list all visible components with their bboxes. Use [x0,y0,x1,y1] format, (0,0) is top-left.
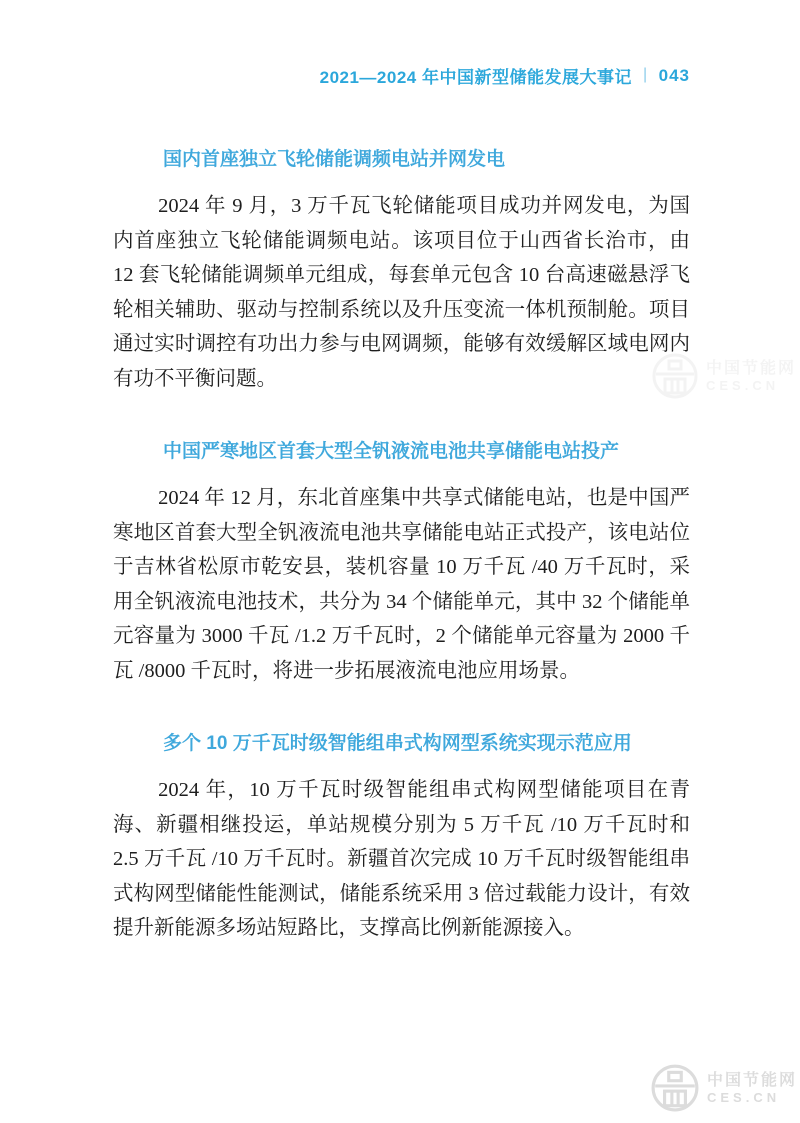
section-heading: 多个 10 万千瓦时级智能组串式构网型系统实现示范应用 [163,733,632,754]
section-grid-forming-systems [113,730,690,946]
section-heading: 中国严寒地区首套大型全钒液流电池共享储能电站投产 [163,441,620,462]
watermark-text [706,359,796,394]
watermark-name: 中国节能网 [705,359,796,377]
section-flywheel-station [113,146,690,396]
watermark-name: 中国节能网 [706,1071,797,1089]
watermark-bottom [650,1063,797,1113]
section-body: 2024 年，10 万千瓦时级智能组串式构网型储能项目在青海、新疆相继投运，单站规模分别为 5 万千瓦 /10 万千瓦时和 2.5 万千瓦 /10 万千瓦时。新疆首次完成 10 万千瓦时级智能组串式构网型储能性能测试，储能系统采用 3 倍过载能力设计，有效提升新能源多场站短路比，支撑高比例新能源接入。 [113,779,690,939]
section-heading: 国内首座独立飞轮储能调频电站并网发电 [163,149,506,170]
section-body: 2024 年 12 月，东北首座集中共享式储能电站，也是中国严寒地区首套大型全钒液流电池共享储能电站正式投产，该电站位于吉林省松原市乾安县，装机容量 10 万千瓦 /40 万千瓦时，采用全钒液流电池技术，共分为 34 个储能单元，其中 32 个储能单元容量为 3000 千瓦 /1.2 万千瓦时，2 个储能单元容量为 2000 千瓦 /8000 千瓦时，将进一步拓展液流电池应用场景。 [113,487,690,682]
header-separator: | [642,65,648,83]
ces-logo-icon [650,1063,700,1113]
watermark-domain: CES.CN [705,377,780,393]
watermark-text [707,1071,797,1106]
page-content [113,146,690,946]
running-header-title: 2021—2024 年中国新型储能发展大事记 [319,68,632,87]
section-vanadium-flow-station [113,438,690,688]
watermark-domain: CES.CN [706,1089,781,1105]
running-header [0,63,690,88]
section-body: 2024 年 9 月，3 万千瓦飞轮储能项目成功并网发电，为国内首座独立飞轮储能调频电站。该项目位于山西省长治市，由 12 套飞轮储能调频单元组成，每套单元包含 10 台高速磁悬浮飞轮相关辅助、驱动与控制系统以及升压变流一体机预制舱。项目通过实时调控有功出力参与电网调频，能够有效缓解区域电网内有功不平衡问题。 [113,195,690,390]
page-number: 043 [658,65,690,85]
